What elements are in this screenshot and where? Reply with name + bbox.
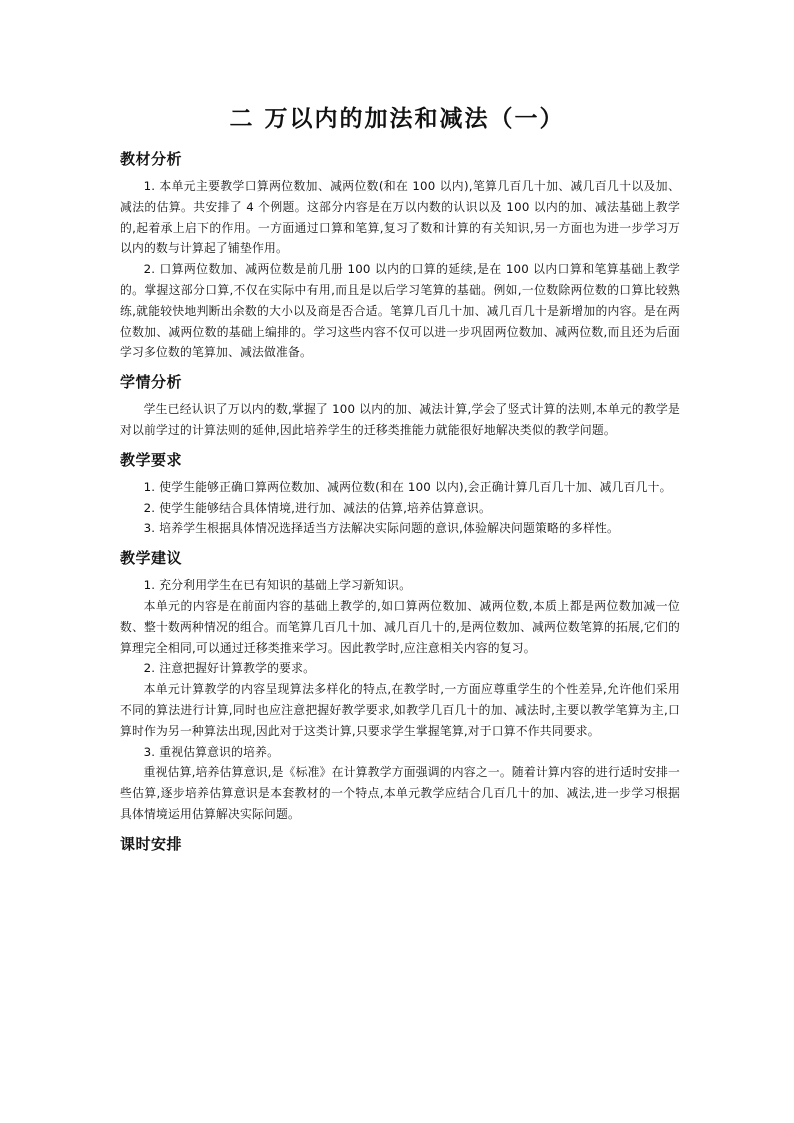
section-heading: 学情分析 [120,373,183,392]
section-heading: 教学要求 [120,450,183,469]
section [120,547,680,825]
section [120,833,680,855]
paragraph: 2. 使学生能够结合具体情境,进行加、减法的估算,培养估算意识。 [143,500,492,515]
section [120,148,680,363]
document-body [120,148,680,863]
section-heading: 课时安排 [120,834,183,853]
page-title: 二 万以内的加法和减法（一） [229,105,565,132]
paragraph: 3. 重视估算意识的培养。 [143,744,280,759]
paragraph: 3. 培养学生根据具体情况选择适当方法解决实际问题的意识,体验解决问题策略的多样性。 [143,521,620,536]
section [120,449,680,539]
paragraph: 本单元计算教学的内容呈现算法多样化的特点,在教学时,一方面应尊重学生的个性差异,允许他们采用不同的算法进行计算,同时也应注意把握好教学要求,如教学几百几十的加、减法时,主要以教学笔算为主,口算时作为另一种算法出现,因此对于这类计算,只要求学生掌握笔算,对于口算不作共同要求。 [120,682,680,738]
paragraph: 2. 注意把握好计算教学的要求。 [143,661,316,676]
section [120,371,680,441]
paragraph: 1. 使学生能够正确口算两位数加、减两位数(和在 100 以内),会正确计算几百几十加、减几百几十。 [143,479,672,494]
section-heading: 教学建议 [120,549,183,568]
paragraph: 学生已经认识了万以内的数,掌握了 100 以内的加、减法计算,学会了竖式计算的法则,本单元的教学是对以前学过的计算法则的延伸,因此培养学生的迁移类推能力就能很好地解决类似的教学问题。 [120,402,680,437]
paragraph: 1. 充分利用学生在已有知识的基础上学习新知识。 [143,578,412,593]
section-heading: 教材分析 [120,150,183,168]
paragraph: 本单元的内容是在前面内容的基础上教学的,如口算两位数加、减两位数,本质上都是两位数加减一位数、整十数两种情况的组合。而笔算几百几十加、减几百几十的,是两位数加、减两位数笔算的拓展,它们的算理完全相同,可以通过迁移类推来学习。因此教学时,应注意相关内容的复习。 [120,598,680,655]
paragraph: 2. 口算两位数加、减两位数是前几册 100 以内的口算的延续,是在 100 以内口算和笔算基础上教学的。掌握这部分口算,不仅在实际中有用,而且是以后学习笔算的基础。例如,一位数除两位数的口算比较熟练,就能较快地判断出余数的大小以及商是否合适。笔算几百几十加、减几百几十是新增加的内容。是在两位数加、减两位数的基础上编排的。学习这些内容不仅可以进一步巩固两位数加、减两位数,而且还为后面学习多位数的笔算加、减法做准备。 [120,262,680,360]
paragraph: 重视估算,培养估算意识,是《标准》在计算教学方面强调的内容之一。随着计算内容的进行适时安排一些估算,逐步培养估算意识是本套教材的一个特点,本单元教学应结合几百几十的加、减法,进一步学习根据具体情境运用估算解决实际问题。 [120,765,680,821]
paragraph: 1. 本单元主要教学口算两位数加、减两位数(和在 100 以内),笔算几百几十加、减几百几十以及加、减法的估算。共安排了 4 个例题。这部分内容是在万以内数的认识以及 100 以内的加、减法基础上教学的,起着承上启下的作用。一方面通过口算和笔算,复习了数和计算的有关知识,另一方面也为进一步学习万以内的数与计算起了铺垫作用。 [120,179,680,256]
